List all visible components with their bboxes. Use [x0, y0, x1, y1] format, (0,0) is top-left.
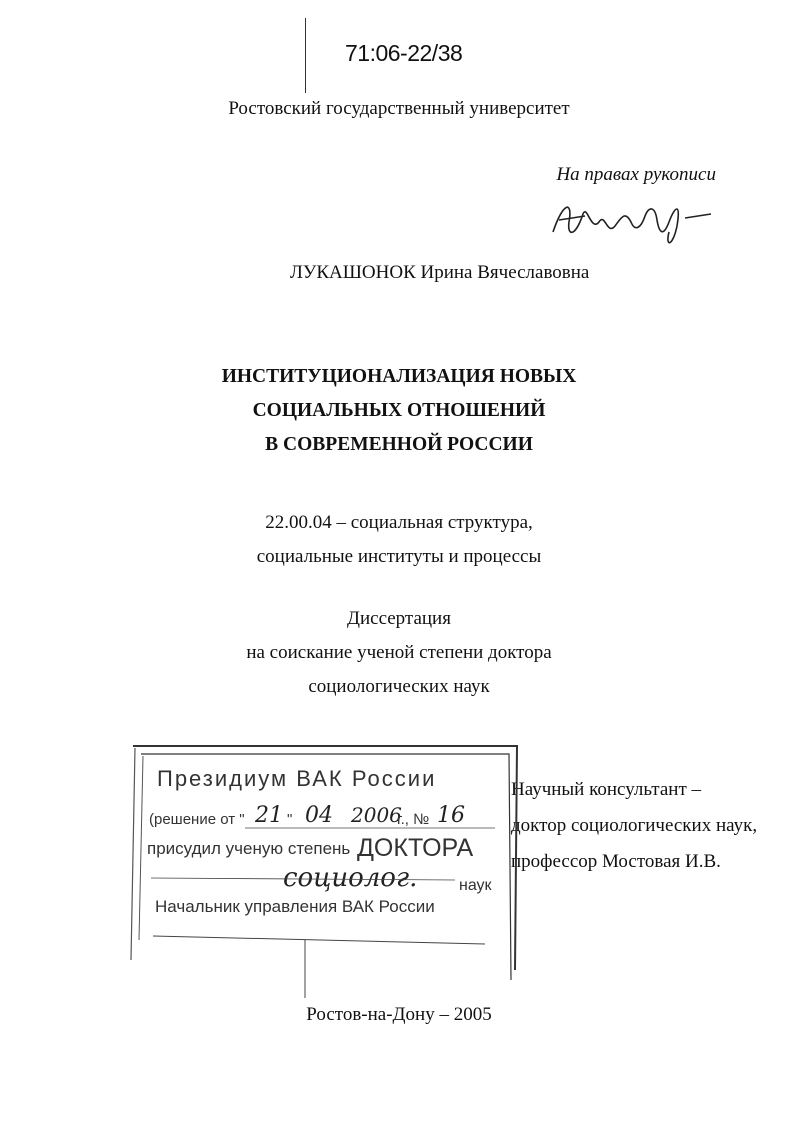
stamp-head: Начальник управления ВАК России	[155, 897, 435, 916]
manuscript-note: На правах рукописи	[556, 164, 716, 185]
dissertation-title	[0, 360, 798, 462]
consultant-line: профессор Мостовая И.В.	[511, 851, 721, 872]
university-name: Ростовский государственный университет	[228, 98, 570, 119]
title-line: В СОВРЕМЕННОЙ РОССИИ	[265, 434, 533, 455]
author-name: ЛУКАШОНОК Ирина Вячеславовна	[290, 262, 590, 283]
stamp-field: социолог.	[283, 863, 418, 893]
degree-statement	[0, 602, 798, 704]
stamp-field-suffix: наук	[459, 877, 492, 894]
consultant-line: доктор социологических наук,	[511, 815, 758, 836]
specialty-line: 22.00.04 – социальная структура,	[265, 512, 533, 533]
vak-stamp	[125, 740, 525, 1005]
stamp-decision-day: 21	[255, 803, 283, 828]
stamp-decision-prefix: (решение от "	[149, 811, 245, 828]
scientific-consultant	[511, 772, 757, 880]
city-year: Ростов-на-Дону – 2005	[306, 1004, 492, 1025]
stamp-decision-sep: "	[287, 811, 293, 828]
degree-line: Диссертация	[347, 608, 451, 629]
title-line: ИНСТИТУЦИОНАЛИЗАЦИЯ НОВЫХ	[221, 366, 577, 387]
author-signature	[545, 192, 725, 257]
degree-line: на соискание ученой степени доктора	[246, 642, 552, 663]
margin-line	[305, 18, 306, 93]
specialty-line: социальные институты и процессы	[256, 546, 542, 567]
stamp-decision-g: г., №	[397, 811, 430, 828]
stamp-awarded: присудил ученую степень	[147, 839, 351, 858]
stamp-degree: ДОКТОРА	[357, 834, 474, 862]
stamp-decision-number: 16	[437, 803, 465, 828]
degree-line: социологических наук	[308, 676, 490, 697]
stamp-decision-month: 04	[305, 803, 333, 828]
stamp-decision-year: 2006	[351, 803, 402, 827]
consultant-line: Научный консультант –	[511, 779, 701, 800]
specialty	[0, 506, 798, 574]
stamp-header: Президиум ВАК России	[157, 766, 437, 791]
archive-code: 71:06-22/38	[345, 40, 463, 66]
title-line: СОЦИАЛЬНЫХ ОТНОШЕНИЙ	[252, 400, 546, 421]
